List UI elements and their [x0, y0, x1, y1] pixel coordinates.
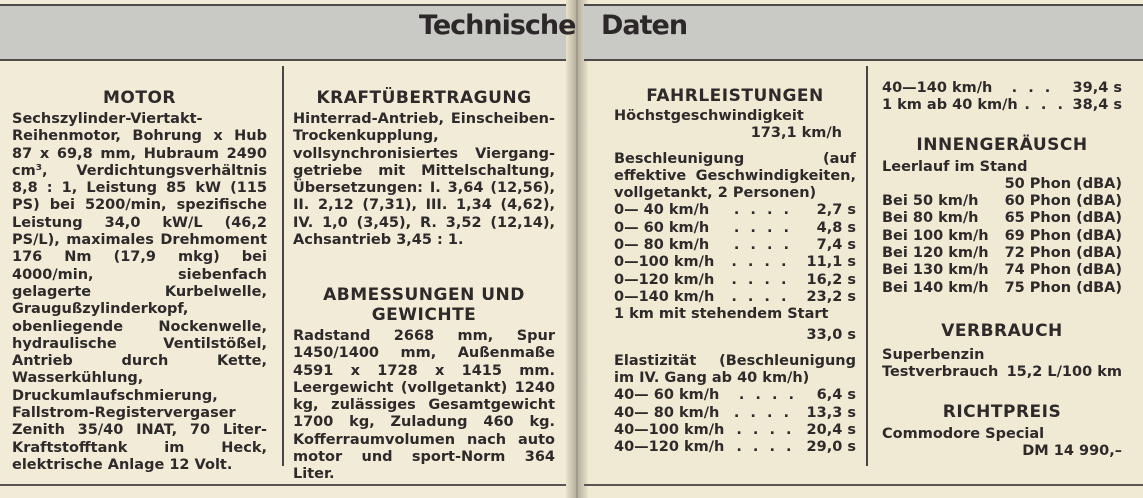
fuel-type: Superbenzin	[882, 346, 985, 363]
accel-value: 4,8 s	[816, 219, 856, 236]
elast-row	[614, 422, 856, 439]
motor-text: Sechszylinder-Viertakt-Reihenmotor, Bohrung x Hub 87 x 69,8 mm, Hubraum 2490 cm³, Verdichtungsverhältnis 8,8 : 1, Leistung 85 kW (115 PS) bei 5200/min, spezifische Leistung 34,0 kW/L (46,2 PS/L), maximales Drehmoment 176 Nm (17,9 mkg) bei 4000/min, siebenfach gelagerte Kurbelwelle, Graugußzylinderkopf, obenliegende Nockenwelle, hydraulische Ventilstößel, Antrieb durch Kette, Wasserkühlung, Druckumlaufschmierung, Fallstrom-Registervergaser Zenith 35/40 INAT, 70 Liter-Kraftstofftank im Heck, elektrische Anlage 12 Volt.	[12, 111, 267, 473]
elast-cont-dots: . . .	[1011, 80, 1054, 96]
accel-label: 0—100 km/h	[614, 254, 715, 271]
elast-row	[614, 405, 856, 422]
noise-label: Bei 120 km/h	[882, 245, 989, 262]
idle-label: Leerlauf im Stand	[882, 158, 1028, 175]
accel-row	[614, 202, 856, 219]
kraft-section	[293, 88, 555, 249]
elast-value: 13,3 s	[806, 404, 856, 421]
accel-list	[614, 202, 856, 306]
elast-intro: Elastizität (Beschleunigung im IV. Gang ab 40 km/h)	[614, 352, 856, 387]
preis-heading: RICHTPREIS	[942, 401, 1062, 422]
accel-value: 16,2 s	[806, 271, 856, 288]
accel-dots: . . . .	[731, 271, 790, 288]
noise-value: 75 Phon (dBA)	[1004, 279, 1122, 296]
test-consumption-label: Testverbrauch	[882, 364, 999, 381]
accel-dots: . . . .	[733, 219, 793, 236]
motor-section	[12, 88, 267, 474]
kraft-heading: KRAFTÜBERTRAGUNG	[316, 88, 532, 108]
elast-cont-label: 1 km ab 40 km/h	[882, 97, 1018, 114]
elast-cont-dots: . . .	[1024, 97, 1066, 114]
elast-value: 6,4 s	[816, 387, 856, 404]
fahr-section	[614, 86, 856, 457]
km-start-label: 1 km mit stehendem Start	[614, 306, 829, 323]
elast-label: 40— 60 km/h	[614, 387, 720, 404]
noise-row	[882, 245, 1122, 262]
bottom-rule	[584, 484, 1143, 486]
preis-value: DM 14 990,–	[1022, 442, 1122, 459]
preis-model: Commodore Special	[882, 425, 1045, 442]
elast-dots: . . . .	[738, 387, 798, 404]
innen-heading: INNENGERÄUSCH	[916, 134, 1088, 155]
test-consumption-row	[882, 364, 1122, 381]
elast-cont-row	[882, 97, 1122, 114]
right-column	[882, 80, 1122, 460]
accel-label: 0—140 km/h	[614, 288, 715, 305]
elast-dots: . . . .	[736, 422, 795, 439]
vmax-label: Höchstgeschwindigkeit	[614, 108, 804, 124]
noise-row	[882, 193, 1122, 210]
bottom-rule	[0, 484, 566, 486]
elast-row	[614, 387, 856, 404]
noise-value: 60 Phon (dBA)	[1004, 193, 1122, 210]
motor-heading: MOTOR	[102, 88, 176, 108]
noise-value: 72 Phon (dBA)	[1004, 245, 1122, 262]
accel-row	[614, 272, 856, 289]
accel-value: 7,4 s	[816, 237, 856, 254]
noise-row	[882, 228, 1122, 245]
idle-value: 50 Phon (dBA)	[1004, 175, 1122, 192]
accel-value: 11,1 s	[806, 254, 856, 271]
page-title-right: Daten	[601, 10, 688, 41]
abmess-text: Radstand 2668 mm, Spur 1450/1400 mm, Außenmaße 4591 x 1728 x 1415 mm. Leergewicht (vollgetankt) 1240 kg, zulässiges Gesamtgewicht 1700 kg, Zuladung 460 kg. Kofferraumvolumen nach auto motor und sport-Norm 364 Liter.	[293, 328, 555, 483]
elast-row	[614, 439, 856, 456]
page-title-left: Technische	[419, 10, 576, 41]
elast-cont-value: 38,4 s	[1072, 97, 1122, 114]
elast-dots: . . . .	[736, 439, 795, 456]
abmess-heading-2: GEWICHTE	[371, 305, 477, 325]
accel-dots: . . . .	[733, 237, 793, 254]
elast-cont-row	[882, 80, 1122, 97]
noise-label: Bei 80 km/h	[882, 210, 979, 227]
elast-label: 40— 80 km/h	[614, 404, 720, 421]
column-divider	[282, 66, 284, 466]
km-start-value: 33,0 s	[806, 326, 856, 343]
accel-label: 0— 60 km/h	[614, 219, 710, 236]
noise-value: 65 Phon (dBA)	[1004, 210, 1122, 227]
noise-row	[882, 210, 1122, 227]
accel-row	[614, 220, 856, 237]
abmess-heading-1: ABMESSUNGEN UND	[323, 285, 525, 305]
accel-label: 0— 40 km/h	[614, 202, 710, 219]
elast-value: 20,4 s	[806, 422, 856, 439]
accel-intro: Beschleunigung (auf effektive Geschwindigkeiten, vollgetankt, 2 Personen)	[614, 150, 856, 202]
page-gutter	[566, 0, 588, 498]
accel-label: 0— 80 km/h	[614, 237, 710, 254]
noise-label: Bei 100 km/h	[882, 227, 989, 244]
abmess-section	[293, 285, 555, 484]
accel-label: 0—120 km/h	[614, 271, 715, 288]
noise-label: Bei 130 km/h	[882, 262, 989, 279]
elast-continued-list	[882, 80, 1122, 115]
accel-row	[614, 237, 856, 254]
accel-dots: . . . .	[731, 254, 790, 271]
kraft-text: Hinterrad-Antrieb, Einscheiben-Trockenkupplung, vollsynchronisiertes Vierganggetriebe mit Mittelschaltung, Übersetzungen: I. 3,64 (12,56), II. 2,12 (7,31), III. 1,34 (4,62), IV. 1,0 (3,45), R. 3,52 (12,14), Achsantrieb 3,45 : 1.	[293, 111, 555, 249]
noise-label: Bei 50 km/h	[882, 193, 979, 210]
accel-value: 23,2 s	[806, 288, 856, 305]
accel-dots: . . . .	[731, 288, 790, 305]
elast-cont-value: 39,4 s	[1072, 80, 1122, 96]
accel-row	[614, 254, 856, 271]
column-divider	[866, 66, 868, 466]
accel-dots: . . . .	[733, 202, 793, 219]
elast-label: 40—120 km/h	[614, 439, 725, 456]
vmax-value: 173,1 km/h	[750, 125, 842, 142]
noise-row	[882, 280, 1122, 297]
accel-row	[614, 289, 856, 306]
noise-label: Bei 140 km/h	[882, 279, 989, 296]
elast-value: 29,0 s	[806, 439, 856, 456]
noise-value: 74 Phon (dBA)	[1004, 262, 1122, 279]
accel-value: 2,7 s	[816, 202, 856, 219]
elast-label: 40—100 km/h	[614, 422, 725, 439]
elast-cont-label: 40—140 km/h	[882, 80, 993, 96]
noise-row	[882, 262, 1122, 279]
noise-list	[882, 193, 1122, 297]
elast-list	[614, 387, 856, 456]
verbrauch-heading: VERBRAUCH	[941, 320, 1063, 341]
elast-dots: . . . .	[733, 404, 793, 421]
test-consumption-value: 15,2 L/100 km	[1006, 364, 1122, 381]
noise-value: 69 Phon (dBA)	[1004, 227, 1122, 244]
fahr-heading: FAHRLEISTUNGEN	[646, 86, 824, 106]
